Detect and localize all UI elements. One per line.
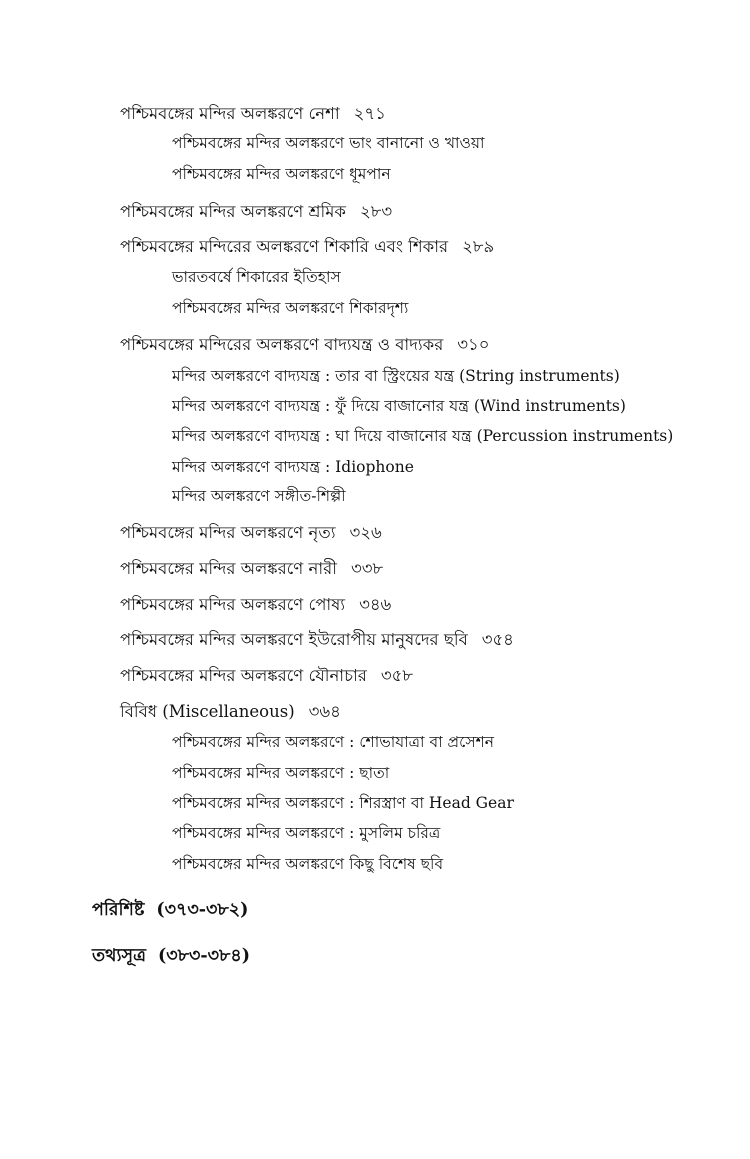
toc-entry-title: পশ্চিমবঙ্গের মন্দিরের অলঙ্করণে শিকারি এবং শিকার: [120, 237, 449, 256]
toc-entry-title: পশ্চিমবঙ্গের মন্দির অলঙ্করণে ইউরোপীয় মানুষদের ছবি: [120, 630, 468, 649]
toc-entry-page: ২৮৩: [359, 202, 393, 221]
toc-subentry: মন্দির অলঙ্করণে বাদ্যযন্ত্র : ঘা দিয়ে বাজানোর যন্ত্র (Percussion instruments): [172, 427, 674, 445]
toc-subentry: পশ্চিমবঙ্গের মন্দির অলঙ্করণে কিছু বিশেষ ছবি: [172, 855, 444, 873]
toc-entry-title: বিবিধ (Miscellaneous): [120, 702, 295, 721]
toc-entry-hunting: [120, 239, 494, 256]
toc-entry-erotica: [120, 668, 413, 685]
toc-subentry: মন্দির অলঙ্করণে বাদ্যযন্ত্র : ফুঁ দিয়ে বাজানোর যন্ত্র (Wind instruments): [172, 397, 626, 415]
toc-entry-title: পশ্চিমবঙ্গের মন্দির অলঙ্করণে নারী: [120, 559, 337, 578]
toc-entry-page: ২৮৯: [462, 237, 495, 256]
toc-subentry: পশ্চিমবঙ্গের মন্দির অলঙ্করণে ভাং বানানো ও খাওয়া: [172, 134, 485, 152]
toc-entry-title: পশ্চিমবঙ্গের মন্দির অলঙ্করণে শ্রমিক: [120, 202, 346, 221]
toc-entry-title: তথ্যসূত্র: [92, 946, 146, 966]
toc-entry-page: ৩২৬: [349, 523, 382, 542]
toc-subentry: মন্দির অলঙ্করণে সঙ্গীত-শিল্পী: [172, 487, 346, 505]
toc-entry-page-range: (৩৭৩-৩৮২): [156, 900, 249, 920]
toc-entry-page: ২৭১: [353, 104, 386, 123]
toc-subentry: পশ্চিমবঙ্গের মন্দির অলঙ্করণে শিকারদৃশ্য: [172, 299, 409, 317]
toc-entry-dance: [120, 525, 382, 542]
toc-entry-miscellaneous: [120, 704, 341, 721]
toc-entry-title: পশ্চিমবঙ্গের মন্দিরের অলঙ্করণে বাদ্যযন্ত্র ও বাদ্যকর: [120, 335, 444, 354]
toc-subentry: পশ্চিমবঙ্গের মন্দির অলঙ্করণে : শিরস্ত্রাণ বা Head Gear: [172, 794, 514, 812]
toc-subentry: পশ্চিমবঙ্গের মন্দির অলঙ্করণে : মুসলিম চরিত্র: [172, 824, 441, 842]
toc-subentry: মন্দির অলঙ্করণে বাদ্যযন্ত্র : তার বা স্ট্রিংয়ের যন্ত্র (String instruments): [172, 367, 620, 385]
toc-entry-appendix: [92, 902, 248, 920]
toc-entry-labourer: [120, 204, 392, 221]
toc-entry-title: পশ্চিমবঙ্গের মন্দির অলঙ্করণে যৌনাচার: [120, 666, 367, 685]
toc-subentry: মন্দির অলঙ্করণে বাদ্যযন্ত্র : Idiophone: [172, 458, 414, 476]
toc-entry-page: ৩৬৪: [308, 702, 341, 721]
toc-entry-sources: [92, 948, 250, 966]
toc-entry-title: পশ্চিমবঙ্গের মন্দির অলঙ্করণে নেশা: [120, 104, 340, 123]
toc-entry-page: ৩৩৮: [350, 559, 384, 578]
toc-entry-europeans: [120, 632, 514, 649]
toc-entry-page: ৩৫৪: [481, 630, 514, 649]
toc-subentry: পশ্চিমবঙ্গের মন্দির অলঙ্করণে : শোভাযাত্রা বা প্রসেশন: [172, 733, 494, 751]
toc-entry-title: পরিশিষ্ট: [92, 900, 145, 920]
toc-entry-music: [120, 337, 489, 354]
toc-entry-women: [120, 561, 383, 578]
toc-entry-intoxication: [120, 106, 386, 123]
toc-entry-title: পশ্চিমবঙ্গের মন্দির অলঙ্করণে নৃত্য: [120, 523, 336, 542]
toc-subentry: পশ্চিমবঙ্গের মন্দির অলঙ্করণে : ছাতা: [172, 764, 390, 782]
toc-entry-page-range: (৩৮৩-৩৮৪): [157, 946, 250, 966]
toc-subentry: পশ্চিমবঙ্গের মন্দির অলঙ্করণে ধূমপান: [172, 165, 391, 183]
toc-entry-pets: [120, 597, 391, 614]
toc-subentry: ভারতবর্ষে শিকারের ইতিহাস: [172, 268, 341, 286]
toc-entry-title: পশ্চিমবঙ্গের মন্দির অলঙ্করণে পোষ্য: [120, 595, 346, 614]
toc-entry-page: ৩১০: [457, 335, 490, 354]
toc-entry-page: ৩৫৮: [380, 666, 413, 685]
toc-entry-page: ৩৪৬: [359, 595, 392, 614]
